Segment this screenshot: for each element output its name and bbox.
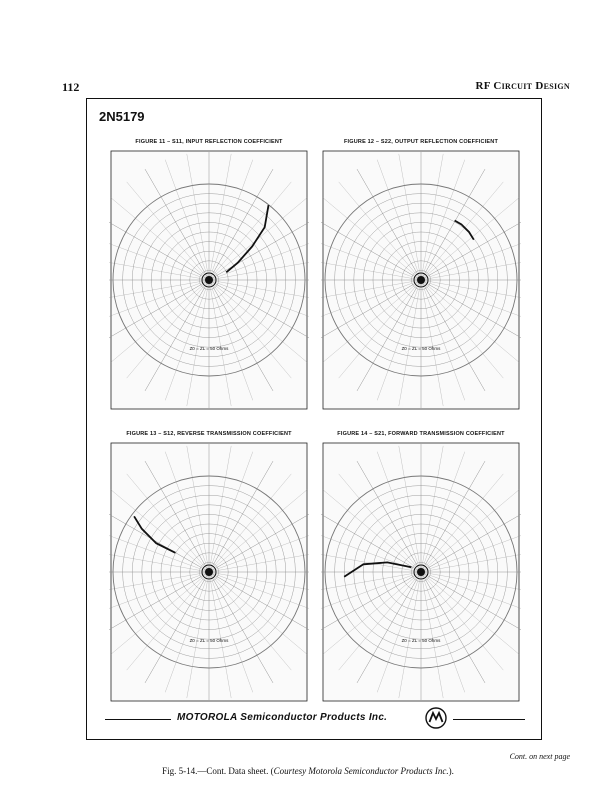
data-sheet (86, 98, 542, 740)
figure-title: FIGURE 14 – S21, FORWARD TRANSMISSION COEFFICIENT (337, 431, 505, 437)
center-dot (417, 276, 425, 284)
footer-rule-right (453, 719, 525, 720)
footer-brand: MOTOROLA Semiconductor Products Inc. (177, 712, 388, 723)
figure-title: FIGURE 12 – S22, OUTPUT REFLECTION COEFFICIENT (343, 139, 499, 145)
polar-chart-s11 (109, 149, 309, 411)
chart-note: Z0 = ZL = 50 Ohms (401, 638, 441, 643)
page-number: 112 (62, 80, 80, 94)
motorola-logo-icon (425, 707, 447, 729)
polar-chart-s22 (321, 149, 521, 411)
chart-note: Z0 = ZL = 50 Ohms (189, 346, 229, 351)
polar-chart-s12 (109, 441, 309, 703)
figure-title: FIGURE 11 – S11, INPUT REFLECTION COEFFICIENT (135, 139, 283, 145)
center-dot (417, 568, 425, 576)
figure-title: FIGURE 13 – S12, REVERSE TRANSMISSION COEFFICIENT (126, 431, 292, 437)
center-dot (205, 276, 213, 284)
center-dot (205, 568, 213, 576)
polar-chart-s21 (321, 441, 521, 703)
footer-rule-left (105, 719, 171, 720)
continued-note: Cont. on next page (509, 752, 570, 761)
figure-caption: Fig. 5-14.—Cont. Data sheet. (Courtesy Motorola Semiconductor Products Inc.). (162, 766, 454, 776)
chart-note: Z0 = ZL = 50 Ohms (401, 346, 441, 351)
running-head: RF Circuit Design (475, 80, 570, 92)
part-number: 2N5179 (99, 109, 145, 124)
chart-note: Z0 = ZL = 50 Ohms (189, 638, 229, 643)
